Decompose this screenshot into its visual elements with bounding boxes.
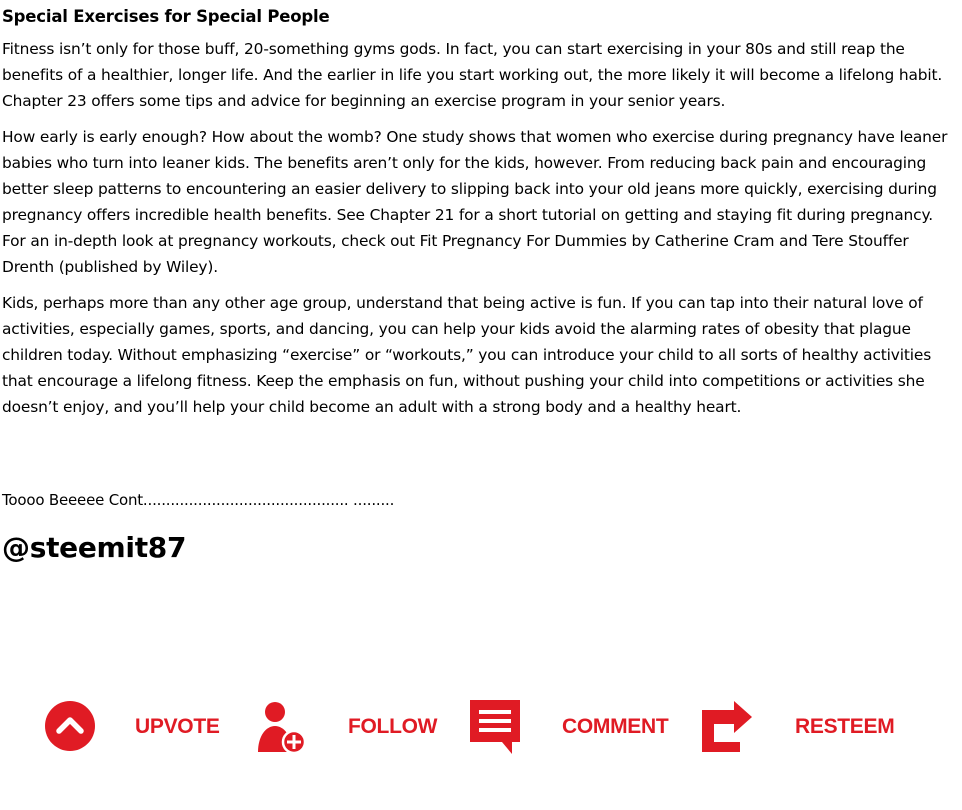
resteem-button[interactable] (700, 690, 900, 766)
paragraph-kids: Kids, perhaps more than any other age group, understand that being active is fun. If you can tap into their natural love of activities, especially games, sports, and dancing, you can help your kids avoid the alarming rates of obesity that plague children today. Without emphasizing “exercise” or “workouts,” you can introduce your child to all sorts of healthy activities that encourage a lifelong fitness. Keep the emphasis on fun, without pushing your child into competitions or activities she doesn’t enjoy, and you’ll help your child become an adult with a strong body and a healthy heart. (2, 294, 932, 416)
paragraph-pregnancy: How early is early enough? How about the womb? One study shows that women who exercise during pregnancy have leaner babies who turn into leaner kids. The benefits aren’t only for the kids, however. From reducing back pain and encouraging better sleep patterns to encountering an easier delivery to slipping back into your old jeans more quickly, exercising during pregnancy offers incredible health benefits. See Chapter 21 for a short tutorial on getting and staying fit during pregnancy. For an in-depth look at pregnancy workouts, check out Fit Pregnancy For Dummies by Catherine Cram and Tere Stouffer Drenth (published by Wiley). (2, 128, 948, 276)
article-heading: Special Exercises for Special People (2, 7, 330, 26)
comment-button[interactable] (468, 690, 668, 766)
upvote-label: UPVOTE (135, 715, 220, 738)
action-bar (0, 690, 962, 766)
resteem-label: RESTEEM (795, 715, 895, 738)
author-handle: @steemit87 (2, 531, 187, 564)
upvote-chevron-icon (42, 698, 98, 754)
resteem-icon (700, 698, 756, 754)
comment-icon (468, 698, 524, 754)
follow-label: FOLLOW (348, 715, 438, 738)
article (2, 4, 952, 430)
add-user-icon (254, 698, 310, 754)
upvote-button[interactable] (40, 690, 230, 766)
paragraph-seniors: Fitness isn’t only for those buff, 20-something gyms gods. In fact, you can start exercising in your 80s and still reap the benefits of a healthier, longer life. And the earlier in life you start working out, the more likely it will become a lifelong habit. Chapter 23 offers some tips and advice for beginning an exercise program in your senior years. (2, 40, 943, 110)
comment-label: COMMENT (562, 715, 669, 738)
follow-button[interactable] (254, 690, 444, 766)
to-be-continued-text: Toooo Beeeee Cont............................................. ......... (2, 491, 395, 509)
